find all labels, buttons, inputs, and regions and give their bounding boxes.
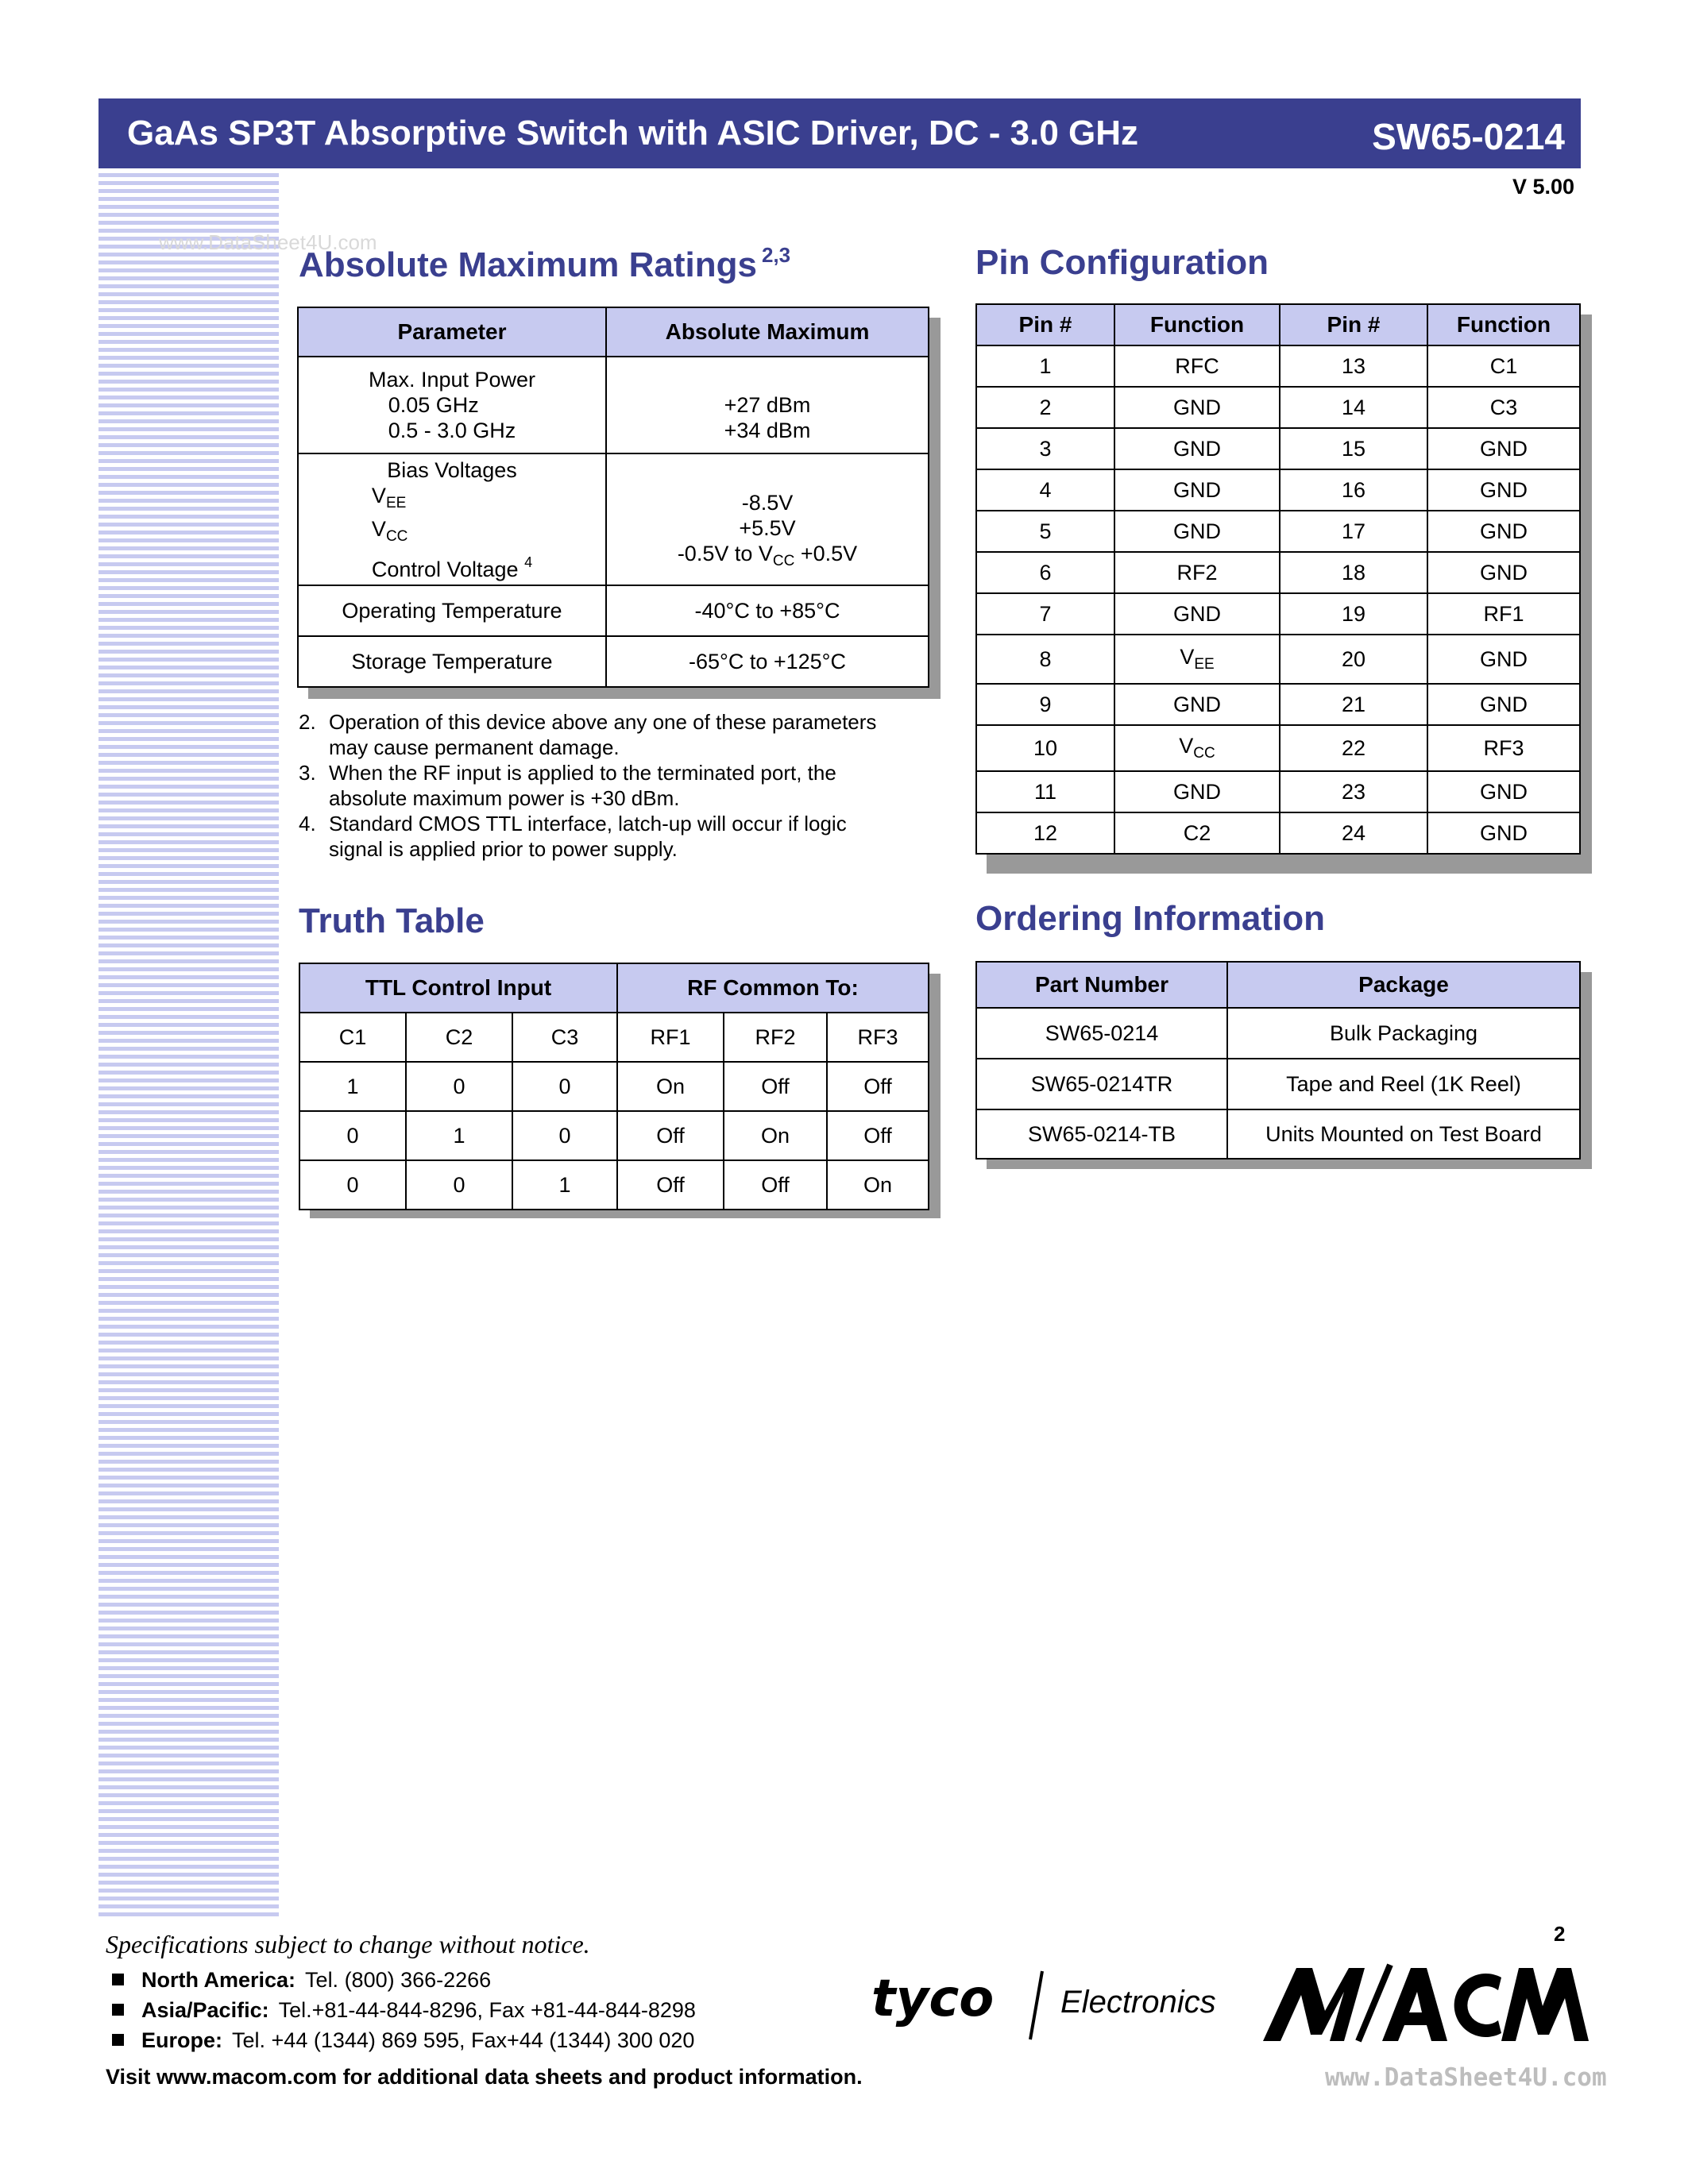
tyco-slash: [1030, 1971, 1042, 2039]
table-row: [298, 453, 929, 585]
visit-website-text: Visit www.macom.com for additional data sheets and product information.: [106, 2065, 863, 2089]
table-row: 7 GND 19 RF1: [976, 593, 1580, 635]
bullet-icon: [112, 1974, 124, 1985]
amr-input-power-label: Max. Input Power: [368, 368, 536, 392]
table-row: 2 GND 14 C3: [976, 387, 1580, 428]
truth-table-wrap: [299, 963, 929, 1210]
spec-disclaimer: Specifications subject to change without notice.: [106, 1930, 590, 1958]
macom-logo: [1263, 1962, 1597, 2049]
version-label: V 5.00: [1512, 175, 1574, 199]
table-row: 11 GND 23 GND: [976, 771, 1580, 812]
truth-table-title: Truth Table: [299, 901, 485, 940]
amr-table: [297, 307, 929, 688]
table-row: 4 GND 16 GND: [976, 469, 1580, 511]
table-row: 6 RF2 18 GND: [976, 552, 1580, 593]
table-row: [298, 585, 929, 636]
watermark-bottom: www.DataSheet4U.com: [1325, 2063, 1607, 2092]
truth-header-rf: RF Common To:: [617, 963, 929, 1013]
pin-config-title: Pin Configuration: [975, 243, 1269, 282]
note-item: 2. Operation of this device above any one of these parameters may cause permanent damage.: [299, 710, 877, 759]
bullet-icon: [112, 2004, 124, 2016]
table-row: C1 C2 C3 RF1 RF2 RF3: [299, 1013, 929, 1062]
amr-control-voltage-value: -0.5V to $V_{CC} +0.5V$: [677, 542, 858, 569]
header-bar: [98, 98, 1581, 168]
bullet-icon: [112, 2034, 124, 2046]
tyco-electronics-text: Electronics: [1060, 1985, 1216, 2020]
ordering-title: Ordering Information: [975, 899, 1325, 938]
ordering-header-part: Part Number: [976, 962, 1227, 1008]
amr-power-high: +34 dBm: [724, 419, 811, 442]
amr-cell-param: [298, 453, 606, 585]
amr-vcc-label: $V_{CC}$: [371, 516, 408, 545]
table-row: 3 GND 15 GND: [976, 428, 1580, 469]
decorative-stripes: [98, 173, 279, 1920]
ordering-header-package: Package: [1227, 962, 1580, 1008]
amr-header-maximum: Absolute Maximum: [606, 307, 929, 357]
pin-header-pin1: Pin #: [976, 304, 1114, 345]
contact-europe: Europe: Tel. +44 (1344) 869 595, Fax+44 (1344) 300 020: [112, 2026, 694, 2055]
amr-operating-temp-label: Operating Temperature: [298, 585, 606, 636]
amr-title: [299, 243, 790, 285]
amr-storage-temp-value: -65°C to +125°C: [606, 636, 929, 687]
amr-notes: [299, 709, 934, 862]
contact-north-america: North America: Tel. (800) 366-2266: [112, 1966, 491, 1994]
tyco-electronics-logo: [871, 1962, 1237, 2041]
table-row: 12 C2 24 GND: [976, 812, 1580, 854]
amr-operating-temp-value: -40°C to +85°C: [606, 585, 929, 636]
amr-vee-label: $V_{EE}$: [371, 483, 407, 511]
amr-freq-high: 0.5 - 3.0 GHz: [388, 419, 516, 442]
document-title: GaAs SP3T Absorptive Switch with ASIC Driver, DC - 3.0 GHz: [127, 114, 1139, 152]
amr-table-wrap: [297, 307, 929, 688]
note-item: 4. Standard CMOS TTL interface, latch-up will occur if logic signal is applied prior to power supply.: [299, 812, 847, 861]
note-item: 3. When the RF input is applied to the terminated port, the absolute maximum power is +30 dBm.: [299, 761, 836, 810]
ordering-table-wrap: [975, 961, 1581, 1160]
pin-header-pin2: Pin #: [1280, 304, 1427, 345]
pin-table: [975, 303, 1581, 855]
page-number: 2: [1554, 1922, 1566, 1946]
table-row: SW65-0214TR Tape and Reel (1K Reel): [976, 1059, 1580, 1109]
table-row: 1 RFC 13 C1: [976, 345, 1580, 387]
table-row: 1 0 0 On Off Off: [299, 1062, 929, 1111]
pin-header-function1: Function: [1114, 304, 1280, 345]
table-row: 9 GND 21 GND: [976, 684, 1580, 725]
truth-header-ttl: TTL Control Input: [299, 963, 617, 1013]
pin-table-wrap: [975, 303, 1581, 855]
table-row: 0 0 1 Off Off On: [299, 1160, 929, 1210]
amr-control-voltage-label: Control Voltage $^4$: [371, 554, 533, 581]
table-row: 0 1 0 Off On Off: [299, 1111, 929, 1160]
table-row: [298, 357, 929, 453]
table-row: 10 $V_{CC}$ 22 RF3: [976, 725, 1580, 771]
amr-power-low: +27 dBm: [724, 393, 811, 417]
amr-storage-temp-label: Storage Temperature: [298, 636, 606, 687]
tyco-brand-text: tyco: [871, 1970, 995, 2028]
table-row: [298, 636, 929, 687]
amr-vee-value: -8.5V: [741, 491, 794, 515]
table-row: 5 GND 17 GND: [976, 511, 1580, 552]
table-row: SW65-0214-TB Units Mounted on Test Board: [976, 1109, 1580, 1159]
amr-bias-label: Bias Voltages: [387, 457, 517, 482]
amr-header-parameter: Parameter: [298, 307, 606, 357]
table-row: SW65-0214 Bulk Packaging: [976, 1008, 1580, 1059]
amr-cell-param: [298, 357, 606, 453]
amr-title-sup: 2,3: [761, 243, 791, 267]
amr-cell-value: [606, 357, 929, 453]
contact-asia-pacific: Asia/Pacific: Tel.+81-44-844-8296, Fax +81-44-844-8298: [112, 1996, 696, 2024]
part-number: SW65-0214: [1372, 116, 1565, 157]
amr-title-text: Absolute Maximum Ratings: [299, 245, 757, 284]
ordering-table: [975, 961, 1581, 1160]
pin-header-function2: Function: [1427, 304, 1580, 345]
amr-freq-low: 0.05 GHz: [388, 393, 479, 417]
table-row: 8 $V_{EE}$ 20 GND: [976, 635, 1580, 684]
truth-table: [299, 963, 929, 1210]
amr-vcc-value: +5.5V: [739, 516, 796, 540]
amr-cell-value: [606, 453, 929, 585]
watermark-top: www.DataSheet4U.com: [159, 230, 377, 254]
